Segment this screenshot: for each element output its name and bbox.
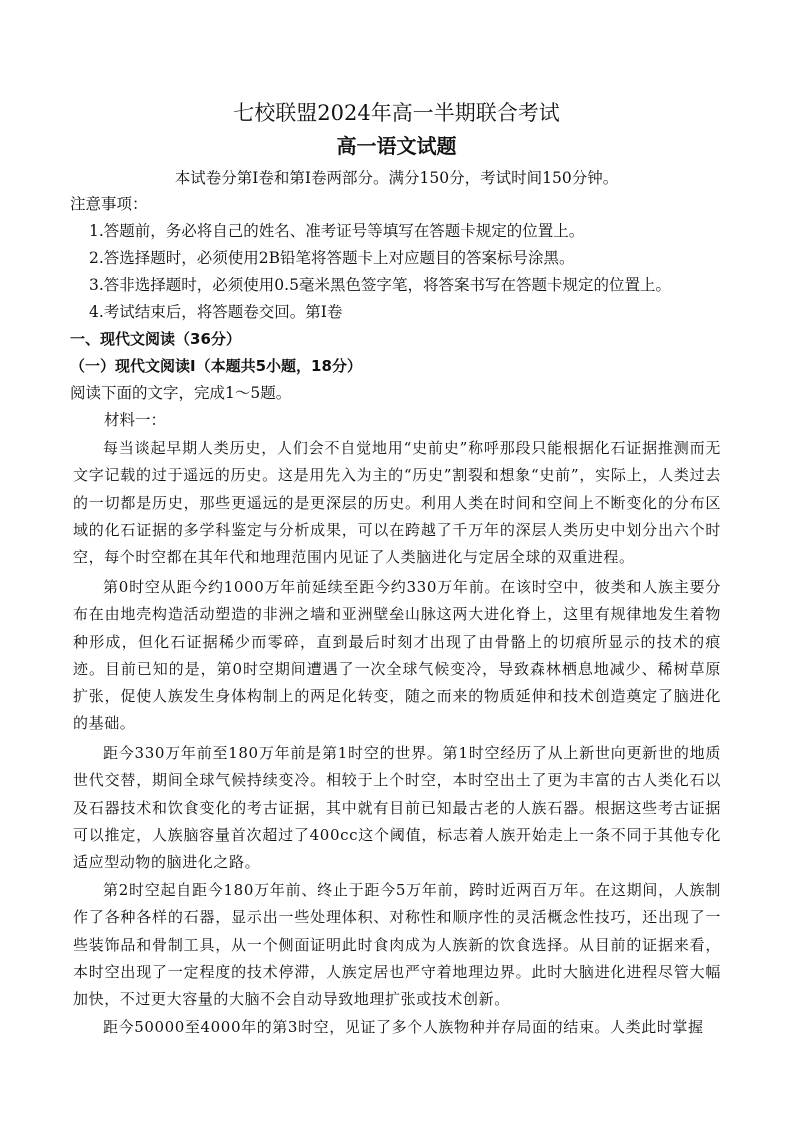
section-heading: 一、现代文阅读（36分） <box>70 330 241 348</box>
notice-heading: 注意事项： <box>70 195 148 213</box>
section-subheading: （一）现代文阅读Ⅰ（本题共5小题，18分） <box>70 357 362 375</box>
material-paragraph: 第2时空起自距今180万年前、终止于距今5万年前，跨时近两百万年。在这期间，人族制作了各种各样的石器，显示出一些处理体积、对称性和顺序性的灵活概念性技巧，还出现了一些装饰品和骨制工具，从一个侧面证明此时食肉成为人族新的饮食选择。从目前的证据来看，本时空出现了一定程度的技术停滞，人族定居也严守着地理边界。此时大脑进化进程尽管大幅加快，不过更大容量的大脑不会自动导致地理扩张或技术创新。 <box>73 881 721 1009</box>
notice-item: 2.答选择题时，必须使用2B铅笔将答题卡上对应题目的答案标号涂黑。 <box>89 249 575 267</box>
paper-title: 高一语文试题 <box>336 134 457 158</box>
notice-item: 3.答非选择题时，必须使用0.5毫米黑色签字笔，将答案书写在答题卡规定的位置上。 <box>89 276 671 294</box>
material-paragraph: 距今330万年前至180万年前是第1时空的世界。第1时空经历了从上新世向更新世的地质世代交替，期间全球气候持续变冷。相较于上个时空，本时空出土了更为丰富的古人类化石以及石器技术和饮食变化的考古证据，其中就有目前已知最古老的人族石器。根据这些考古证据可以推定，人族脑容量首次超过了400cc这个阈值，标志着人族开始走上一条不同于其他专化适应型动物的脑进化之路。 <box>73 744 721 872</box>
notice-item: 1.答题前，务必将自己的姓名、准考证号等填写在答题卡规定的位置上。 <box>89 222 585 240</box>
material-paragraph: 距今50000至4000年的第3时空，见证了多个人族物种并存局面的结束。人类此时掌握 <box>103 1018 704 1036</box>
material-label: 材料一： <box>104 411 167 429</box>
material-paragraph: 每当谈起早期人类历史，人们会不自觉地用“史前史”称呼那段只能根据化石证据推测而无文字记载的过于遥远的历史。这是用先入为主的“历史”割裂和想象“史前”，实际上，人类过去的一切都是历史，那些更遥远的是更深层的历史。利用人类在时间和空间上不断变化的分布区域的化石证据的多学科鉴定与分析成果，可以在跨越了千万年的深层人类历史中划分出六个时空，每个时空都在其年代和地理范围内见证了人类脑进化与定居全球的双重进程。 <box>73 439 721 567</box>
notice-item: 4.考试结束后，将答题卷交回。第Ⅰ卷 <box>89 303 343 321</box>
exam-title: 七校联盟2024年高一半期联合考试 <box>233 101 560 125</box>
reading-instruction: 阅读下面的文字，完成1～5题。 <box>70 384 292 402</box>
exam-description: 本试卷分第Ⅰ卷和第Ⅰ卷两部分。满分150分，考试时间150分钟。 <box>174 169 619 187</box>
material-paragraph: 第0时空从距今约1000万年前延续至距今约330万年前。在该时空中，彼类和人族主要分布在由地壳构造活动塑造的非洲之墙和亚洲壁垒山脉这两大进化脊上，这里有规律地发生着物种形成，但化石证据稀少而零碎，直到最后时刻才出现了由骨骼上的切痕所显示的技术的痕迹。目前已知的是，第0时空期间遭遇了一次全球气候变冷，导致森林栖息地减少、稀树草原扩张，促使人族发生身体构制上的两足化转变，随之而来的物质延伸和技术创造奠定了脑进化的基础。 <box>73 578 721 733</box>
